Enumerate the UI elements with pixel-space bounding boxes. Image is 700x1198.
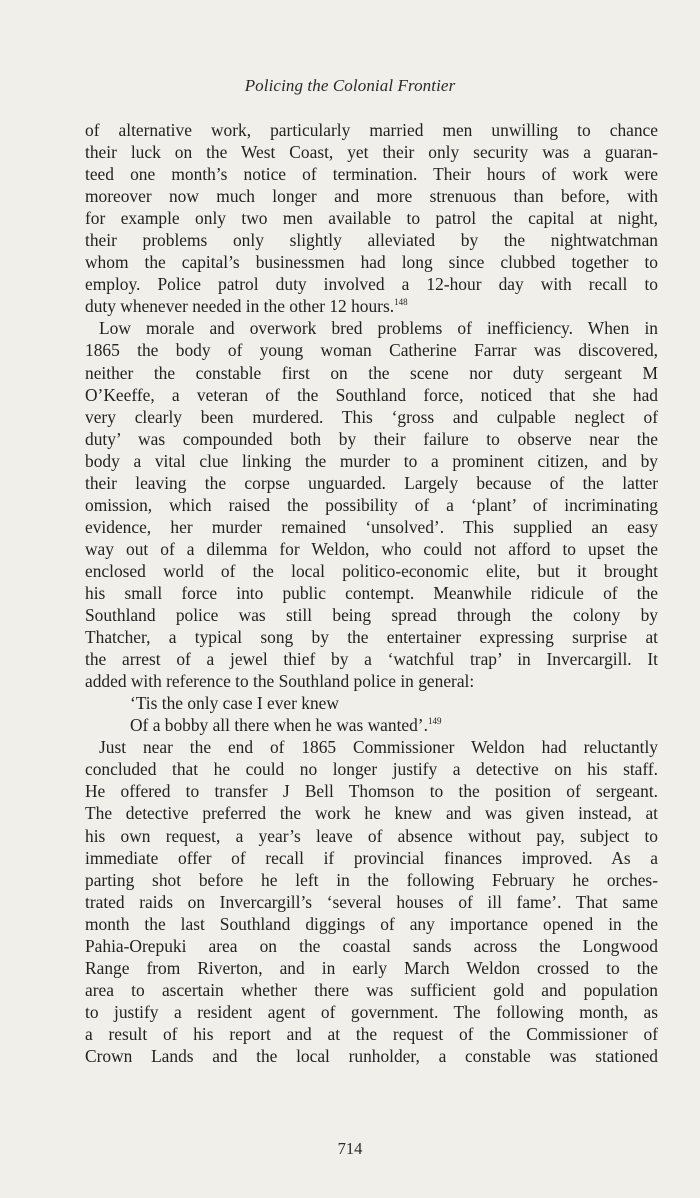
line-text: Thatcher, a typical song by the entertainer expressing surprise at [85, 627, 658, 648]
text-line [85, 957, 658, 979]
text-line [85, 339, 658, 361]
line-text: Southland police was still being spread through the colony by [85, 605, 658, 626]
text-line [85, 780, 658, 802]
line-text: employ. Police patrol duty involved a 12-hour day with recall to [85, 274, 658, 295]
footnote-reference: 148 [394, 297, 408, 308]
text-line [85, 295, 658, 317]
text-line [85, 670, 658, 692]
line-text: his small force into public contempt. Meanwhile ridicule of the [85, 582, 658, 603]
text-line [85, 251, 658, 273]
line-text: whom the capital’s businessmen had long since clubbed together to [85, 252, 658, 273]
text-line [85, 714, 658, 736]
line-text: trated raids on Invercargill’s ‘several houses of ill fame’. That same [85, 891, 658, 912]
text-line [85, 582, 658, 604]
line-text: concluded that he could no longer justify a detective on his staff. [85, 759, 658, 780]
line-text: omission, which raised the possibility of a ‘plant’ of incriminating [85, 494, 658, 515]
line-text: evidence, her murder remained ‘unsolved’. This supplied an easy [85, 516, 658, 537]
line-text: immediate offer of recall if provincial finances improved. As a [85, 847, 658, 868]
line-text: way out of a dilemma for Weldon, who could not afford to upset the [85, 538, 658, 559]
text-line [85, 758, 658, 780]
text-line [85, 494, 658, 516]
text-line [85, 736, 658, 758]
line-text: a result of his report and at the request of the Commissioner of [85, 1023, 658, 1044]
line-text: Of a bobby all there when he was wanted’. [130, 715, 428, 736]
line-text: their leaving the corpse unguarded. Largely because of the latter [85, 472, 658, 493]
text-line [85, 891, 658, 913]
line-text: to justify a resident agent of government. The following month, as [85, 1001, 658, 1022]
text-line [85, 869, 658, 891]
line-text: teed one month’s notice of termination. Their hours of work were [85, 164, 658, 185]
footnote-reference: 149 [427, 716, 442, 727]
text-line [85, 516, 658, 538]
text-line [85, 207, 658, 229]
text-line [85, 648, 658, 670]
line-text: Just near the end of 1865 Commissioner Weldon had reluctantly [99, 737, 658, 758]
running-header: Policing the Colonial Frontier [244, 76, 456, 95]
line-text: parting shot before he left in the following February he orches- [85, 869, 658, 890]
line-text: his own request, a year’s leave of absence without pay, subject to [85, 825, 658, 846]
line-text: added with reference to the Southland police in general: [85, 671, 475, 692]
line-text: very clearly been murdered. This ‘gross and culpable neglect of [85, 406, 658, 427]
text-line [85, 1001, 658, 1023]
line-text: Low morale and overwork bred problems of inefficiency. When in [99, 318, 658, 339]
line-text: area to ascertain whether there was sufficient gold and population [85, 979, 658, 1000]
line-text: Crown Lands and the local runholder, a constable was stationed [85, 1045, 658, 1066]
text-line [85, 692, 658, 714]
line-text: moreover now much longer and more strenuous than before, with [85, 186, 658, 207]
line-text: Pahia-Orepuki area on the coastal sands across the Longwood [85, 935, 658, 956]
text-line [85, 913, 658, 935]
text-line [85, 538, 658, 560]
text-line [85, 229, 658, 251]
text-line [85, 384, 658, 406]
text-line [85, 317, 658, 339]
text-line [85, 847, 658, 869]
text-line [85, 472, 658, 494]
line-text: duty whenever needed in the other 12 hours. [85, 296, 395, 317]
text-line [85, 428, 658, 450]
body-text [85, 119, 658, 1067]
text-line [85, 979, 658, 1001]
line-text: of alternative work, particularly married men unwilling to chance [85, 120, 658, 140]
text-line [85, 1045, 658, 1067]
line-text: neither the constable first on the scene nor duty sergeant M [85, 362, 658, 383]
text-line [85, 802, 658, 824]
text-line [85, 825, 658, 847]
text-line [85, 626, 658, 648]
line-text: enclosed world of the local politico-economic elite, but it brought [85, 560, 658, 581]
text-line [85, 450, 658, 472]
text-line [85, 604, 658, 626]
text-line [85, 185, 658, 207]
line-text: ‘Tis the only case I ever knew [130, 693, 339, 714]
line-text: their luck on the West Coast, yet their only security was a guaran- [85, 142, 658, 163]
text-line [85, 119, 658, 141]
page-number: 714 [337, 1139, 363, 1158]
line-text: month the last Southland diggings of any importance opened in the [85, 913, 658, 934]
text-line [85, 163, 658, 185]
line-text: their problems only slightly alleviated by the nightwatchman [85, 230, 658, 251]
line-text: body a vital clue linking the murder to a prominent citizen, and by [85, 450, 658, 471]
line-text: The detective preferred the work he knew and was given instead, at [85, 803, 658, 824]
line-text: 1865 the body of young woman Catherine Farrar was discovered, [85, 340, 658, 361]
line-text: Range from Riverton, and in early March Weldon crossed to the [85, 957, 658, 978]
line-text: He offered to transfer J Bell Thomson to the position of sergeant. [85, 781, 658, 802]
line-text: for example only two men available to patrol the capital at night, [85, 208, 658, 229]
text-line [85, 560, 658, 582]
text-line [85, 273, 658, 295]
line-text: duty’ was compounded both by their failure to observe near the [85, 428, 658, 449]
line-text: O’Keeffe, a veteran of the Southland force, noticed that she had [85, 384, 658, 405]
text-line [85, 141, 658, 163]
line-text: the arrest of a jewel thief by a ‘watchful trap’ in Invercargill. It [85, 649, 658, 670]
text-line [85, 362, 658, 384]
text-line [85, 1023, 658, 1045]
text-line [85, 406, 658, 428]
text-line [85, 935, 658, 957]
